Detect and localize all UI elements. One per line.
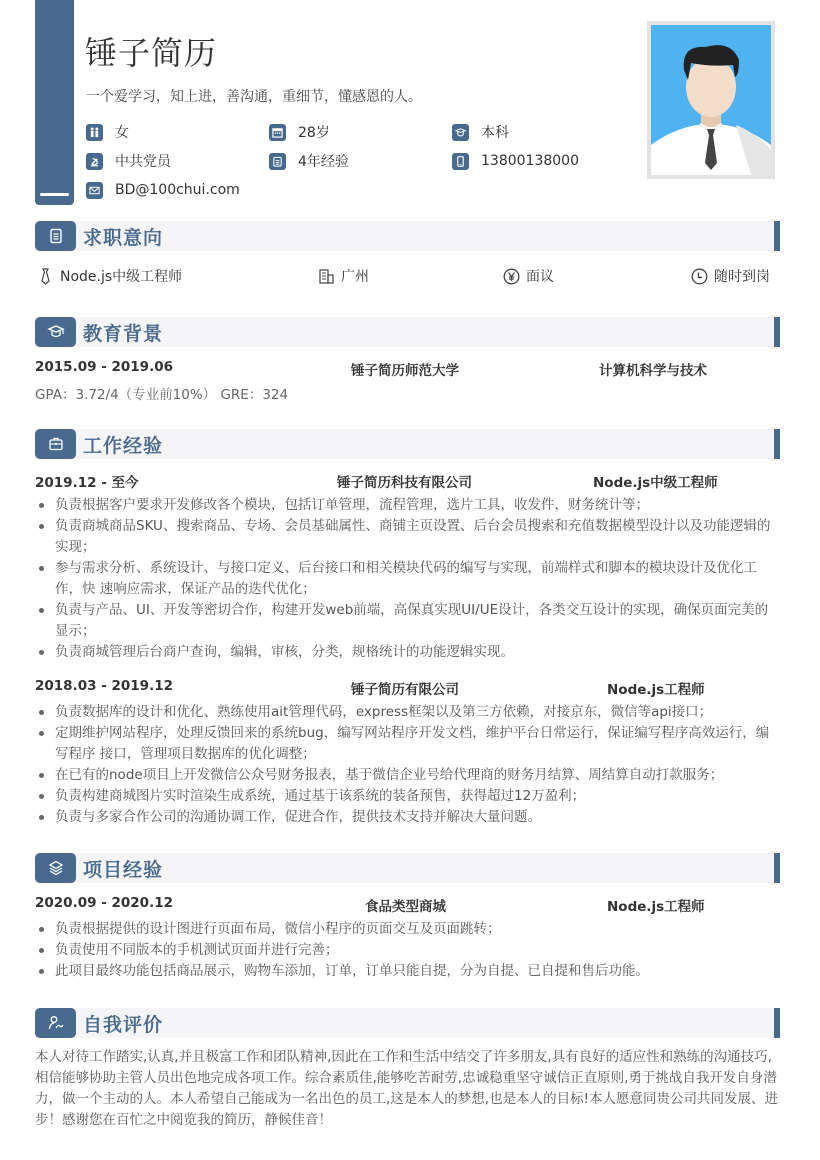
job-period: 2018.03 - 2019.12	[35, 678, 173, 694]
building-icon	[318, 268, 335, 285]
info-email	[86, 180, 240, 200]
job-bullets	[35, 495, 780, 663]
info-politics	[86, 151, 171, 171]
clipboard-icon	[35, 221, 76, 251]
info-value: BD@100chui.com	[115, 182, 240, 198]
bullet-item: 负责构建商城图片实时渲染生成系统，通过基于该系统的装备预售，获得超过12万盈利；	[35, 786, 780, 807]
yen-icon	[503, 268, 520, 285]
briefcase-icon	[35, 429, 76, 459]
resume-name: 锤子简历	[85, 34, 218, 72]
bullet-item: 参与需求分析、系统设计、与接口定义、后台接口和相关模块代码的编写与实现，前端样式和脚本的模块设计及优化工作，快 速响应需求，保证产品的迭代优化；	[35, 558, 780, 600]
education-row	[35, 359, 780, 379]
section-header-education	[35, 317, 780, 347]
bullet-item: 此项目最终功能包括商品展示，购物车添加，订单，订单只能自提，分为自提、已自提和售后功能。	[35, 961, 780, 982]
info-phone	[452, 151, 579, 171]
clipboard-icon	[269, 153, 286, 170]
intent-value: 面议	[526, 269, 554, 285]
tie-icon	[37, 268, 54, 285]
bullet-item: 负责商城商品SKU、搜索商品、专场、会员基础属性、商铺主页设置、后台会员搜索和充值数据模型设计以及功能逻辑的实现；	[35, 516, 780, 558]
job-bullets	[35, 702, 780, 828]
info-value: 女	[115, 125, 129, 141]
bullet-item: 负责根据提供的设计图进行页面布局，微信小程序的页面交互及页面跳转；	[35, 919, 780, 940]
job-role: Node.js工程师	[607, 682, 705, 698]
intent-availability	[691, 266, 770, 286]
info-value: 4年经验	[298, 154, 349, 170]
project-role: Node.js工程师	[607, 899, 705, 915]
bullet-item: 负责商城管理后台商户查询，编辑，审核，分类，规格统计的功能逻辑实现。	[35, 642, 780, 663]
section-title: 教育背景	[83, 323, 164, 345]
project-row	[35, 895, 780, 915]
person-sign-icon	[35, 1008, 76, 1038]
section-title: 求职意向	[83, 227, 164, 249]
section-title: 自我评价	[83, 1014, 164, 1036]
section-header-project	[35, 853, 780, 883]
avatar-illustration	[651, 25, 771, 175]
info-gender	[86, 122, 129, 142]
header-accent-bar	[35, 0, 74, 205]
mail-icon	[86, 182, 103, 199]
bullet-item: 在已有的node项目上开发微信公众号财务报表，基于微信企业号给代理商的财务月结算、周结算自动打款服务；	[35, 765, 780, 786]
info-value: 中共党员	[115, 154, 171, 170]
accent-dash	[40, 193, 69, 196]
intent-salary	[503, 266, 554, 286]
motto: 一个爱学习，知上进，善沟通，重细节，懂感恩的人。	[86, 89, 422, 105]
info-experience	[269, 151, 349, 171]
phone-icon	[452, 153, 469, 170]
profile-photo	[647, 21, 775, 179]
education-period: 2015.09 - 2019.06	[35, 359, 173, 375]
education-school: 锤子简历师范大学	[351, 363, 459, 379]
info-age	[269, 122, 330, 142]
info-value: 13800138000	[481, 153, 579, 169]
graduation-cap-icon	[35, 317, 76, 347]
section-header-work	[35, 429, 780, 459]
party-icon	[86, 153, 103, 170]
job-row	[35, 471, 780, 491]
intent-value: 随时到岗	[714, 269, 770, 285]
intent-position	[37, 266, 182, 286]
project-name: 食品类型商城	[365, 899, 446, 915]
section-title: 工作经验	[83, 435, 164, 457]
calendar-icon	[269, 124, 286, 141]
graduation-icon	[452, 124, 469, 141]
job-period: 2019.12 - 至今	[35, 475, 139, 491]
section-title: 项目经验	[83, 859, 164, 881]
bullet-item: 负责根据客户要求开发修改各个模块，包括订单管理，流程管理，选片工具，收发件，财务统计等；	[35, 495, 780, 516]
intent-city	[318, 266, 369, 286]
section-header-self	[35, 1008, 780, 1038]
bullet-item: 定期维护网站程序，处理反馈回来的系统bug，编写网站程序开发文档，维护平台日常运行，保证编写程序高效运行，编写程序 接口，管理项目数据库的优化调整；	[35, 723, 780, 765]
job-company: 锤子简历有限公司	[351, 682, 459, 698]
bullet-item: 负责与产品、UI、开发等密切合作，构建开发web前端，高保真实现UI/UE设计，各类交互设计的实现，确保页面完美的显示；	[35, 600, 780, 642]
info-degree	[452, 122, 509, 142]
self-evaluation-text: 本人对待工作踏实,认真,并且极富工作和团队精神,因此在工作和生活中结交了许多朋友,具有良好的适应性和熟练的沟通技巧,相信能够协助主管人员出色地完成各项工作。综合素质佳,能够吃苦耐劳,忠诚稳重坚守诚信正直原则,勇于挑战自我开发自身潜力，做一个主动的人。本人希望自己能成为一名出色的员工,这是本人的梦想,也是本人的目标!本人愿意同贵公司共同发展、进步！感谢您在百忙之中阅览我的简历，静候佳音！	[35, 1049, 778, 1128]
bullet-item: 负责使用不同版本的手机测试页面并进行完善；	[35, 940, 780, 961]
intent-value: Node.js中级工程师	[60, 269, 183, 285]
info-value: 本科	[481, 125, 509, 141]
clock-icon	[691, 268, 708, 285]
layers-icon	[35, 853, 76, 883]
section-header-intent	[35, 221, 780, 251]
job-row	[35, 678, 780, 698]
project-bullets	[35, 919, 780, 982]
job-company: 锤子简历科技有限公司	[337, 475, 472, 491]
job-role: Node.js中级工程师	[593, 475, 718, 491]
info-value: 28岁	[298, 125, 330, 141]
gender-icon	[86, 124, 103, 141]
bullet-item: 负责与多家合作公司的沟通协调工作，促进合作，提供技术支持并解决大量问题。	[35, 807, 780, 828]
education-detail: GPA：3.72/4（专业前10%） GRE：324	[35, 387, 289, 403]
project-period: 2020.09 - 2020.12	[35, 895, 173, 911]
education-major: 计算机科学与技术	[599, 363, 707, 379]
intent-value: 广州	[341, 269, 369, 285]
bullet-item: 负责数据库的设计和优化、熟练使用ait管理代码，express框架以及第三方依赖，对接京东，微信等api接口；	[35, 702, 780, 723]
